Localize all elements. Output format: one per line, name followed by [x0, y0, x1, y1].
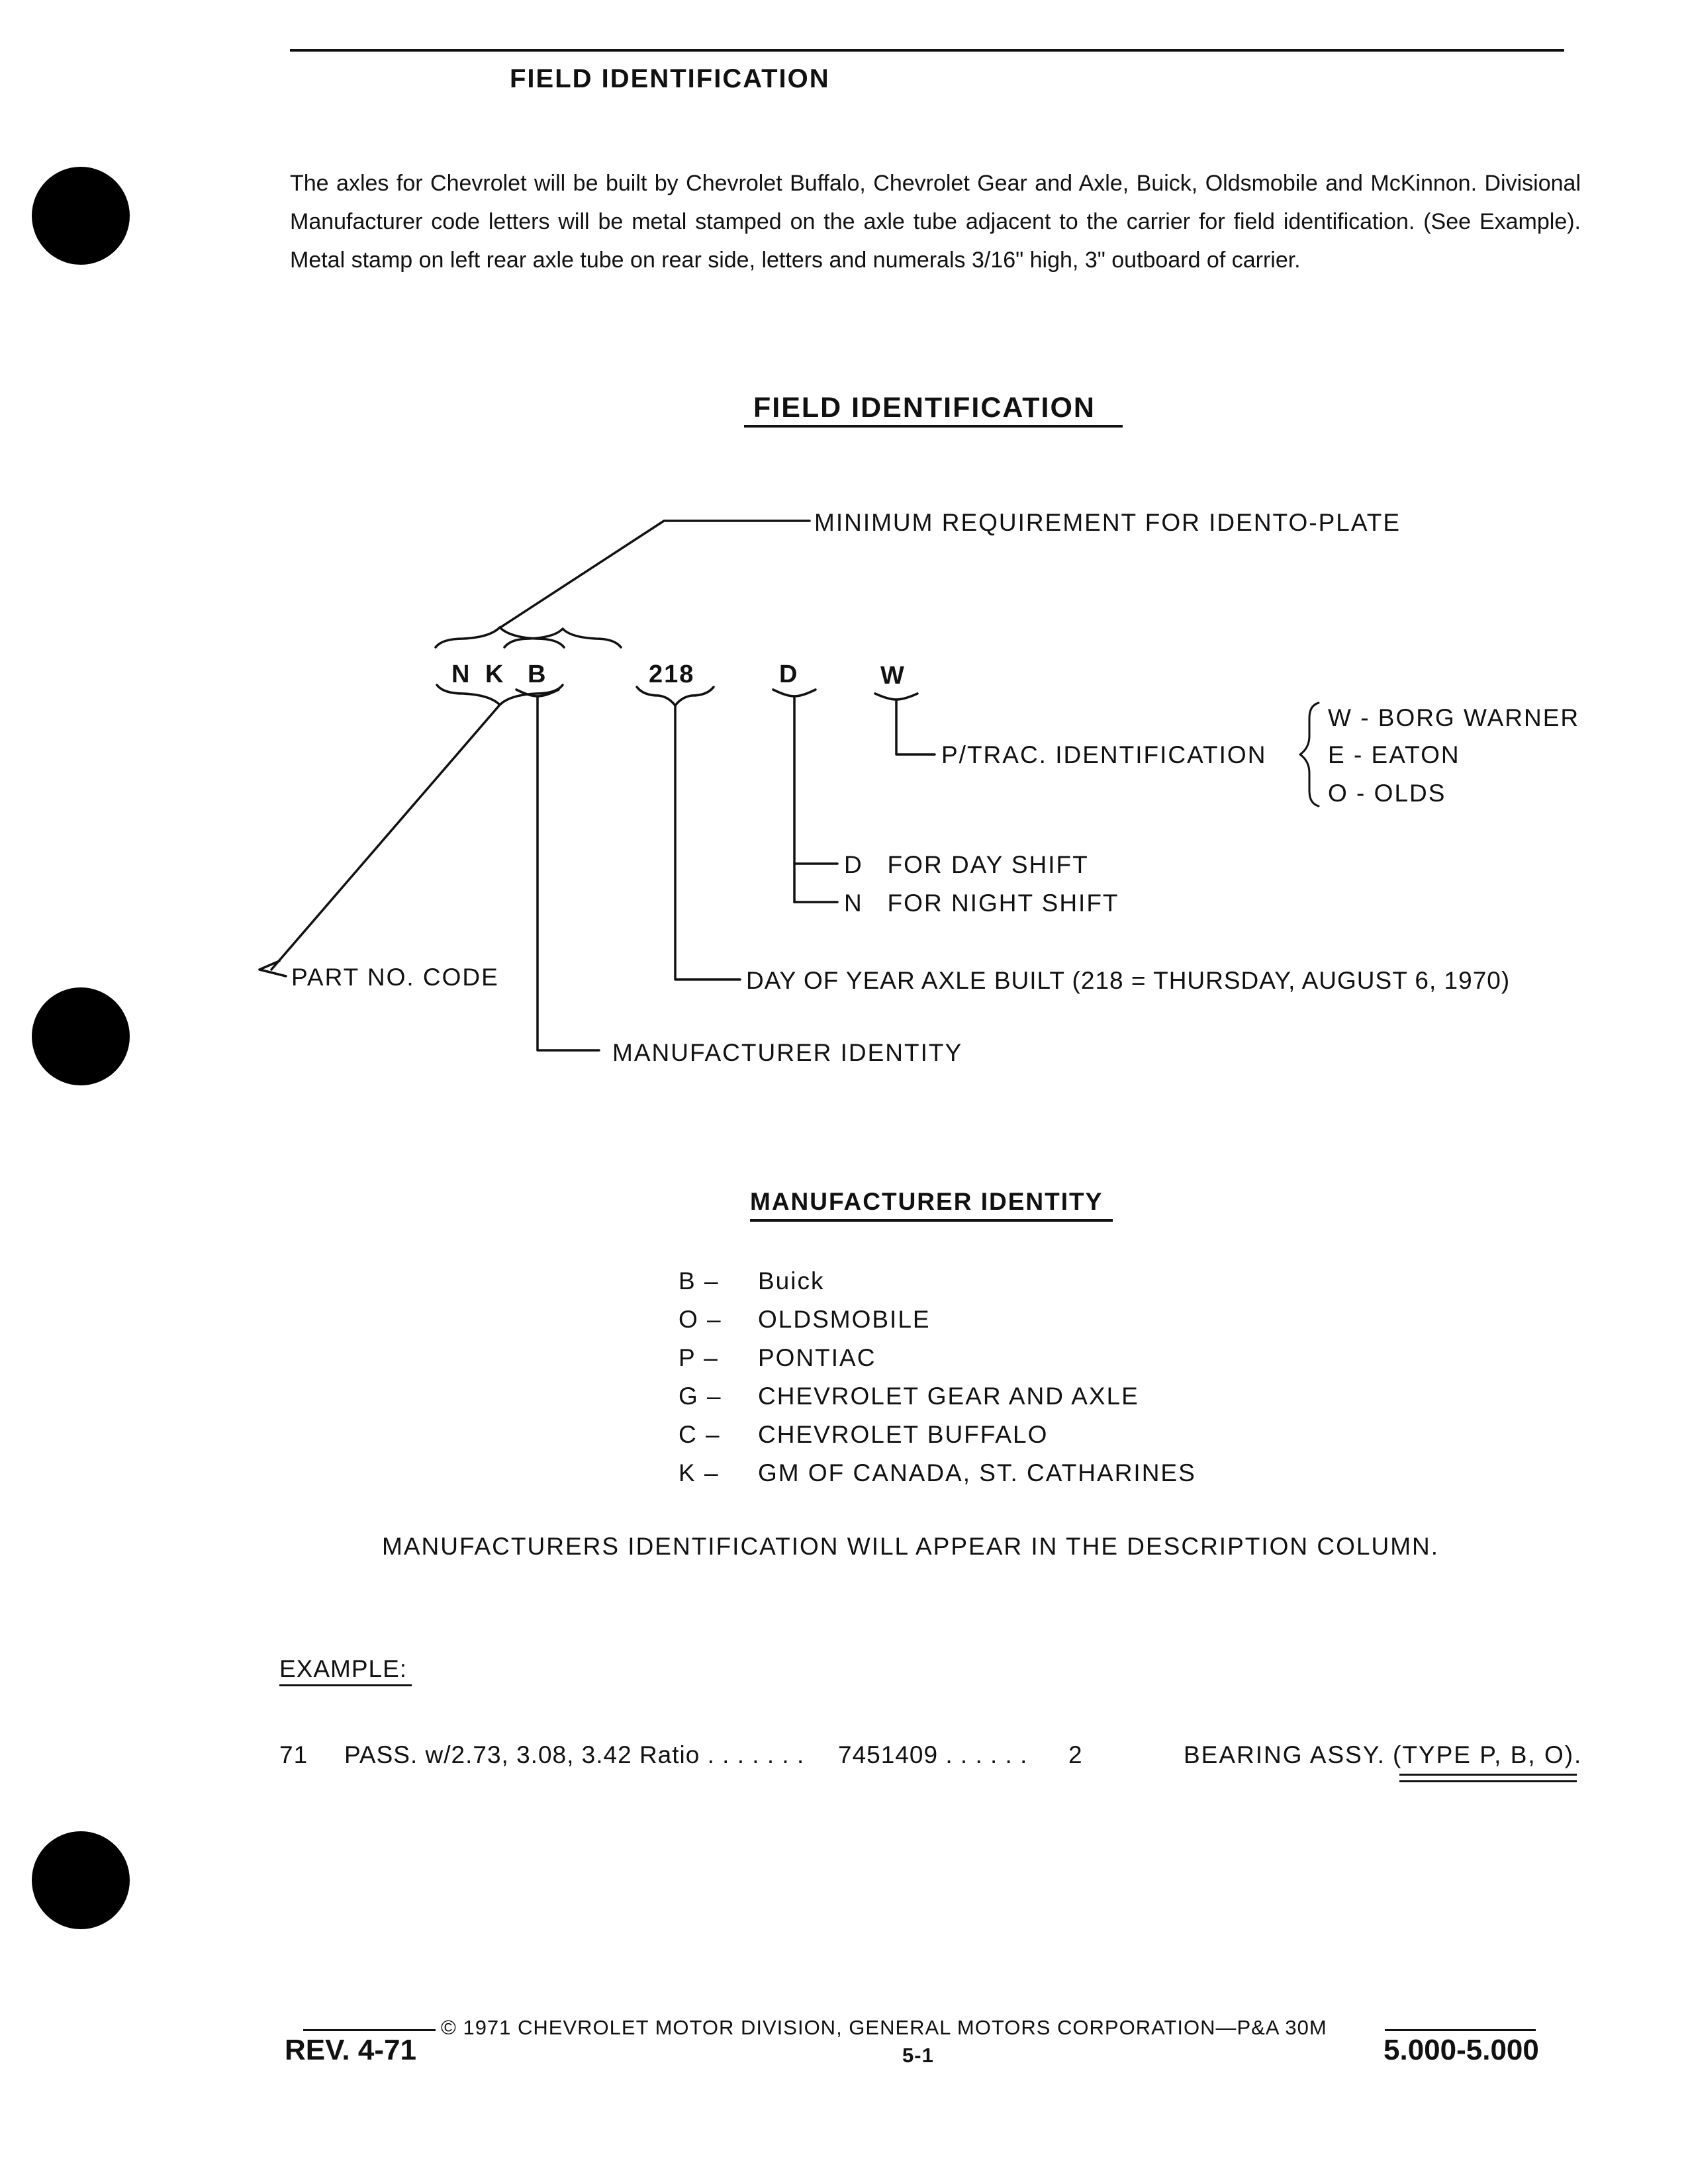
code-letter-b: B	[528, 660, 547, 688]
page-title: FIELD IDENTIFICATION	[510, 64, 830, 93]
code-letter-k: K	[485, 660, 505, 688]
label-manufacturer-identity: MANUFACTURER IDENTITY	[612, 1039, 963, 1066]
example-part-number: 7451409 . . . . . .	[838, 1741, 1028, 1768]
label-day-shift: D FOR DAY SHIFT	[844, 851, 1089, 878]
manufacturer-row-buffalo	[679, 1422, 1048, 1447]
leader-day-of-year	[675, 705, 740, 979]
manufacturer-row-canada	[679, 1461, 1196, 1485]
manufacturer-name: CHEVROLET BUFFALO	[758, 1421, 1049, 1448]
example-description: BEARING ASSY.	[1184, 1741, 1385, 1768]
example-double-underline-bottom	[1399, 1780, 1577, 1782]
manufacturer-row-gear-axle	[679, 1384, 1139, 1408]
manufacturer-identity-title: MANUFACTURER IDENTITY	[750, 1188, 1103, 1215]
code-shift-letter: D	[779, 660, 799, 688]
example-quantity: 2	[1068, 1741, 1083, 1768]
label-part-no-code: PART NO. CODE	[291, 964, 499, 991]
intro-paragraph: The axles for Chevrolet will be built by Chevrolet Buffalo, Chevrolet Gear and Axle, Buick, Oldsmobile and McKinnon. Divisional Manufacturer code letters will be metal stamped on the axle tube adjacent to the carrier for field identification. (See Example). Metal stamp on left rear axle tube on rear side, letters and numerals 3/16" high, 3" outboard of carrier.	[290, 171, 1581, 273]
leader-ptrac	[896, 700, 935, 754]
manufacturer-name: CHEVROLET GEAR AND AXLE	[758, 1383, 1139, 1410]
code-day-number: 218	[649, 660, 695, 688]
manufacturer-code: P –	[679, 1344, 719, 1371]
footer-section-number: 5.000-5.000	[1383, 2034, 1539, 2066]
example-label: EXAMPLE:	[279, 1655, 408, 1682]
code-trac-letter: W	[880, 662, 906, 690]
footer-page-number: 5-1	[902, 2044, 934, 2067]
leader-manufacturer	[538, 696, 599, 1050]
manufacturer-identity-underline	[750, 1219, 1113, 1222]
label-minimum-requirement: MINIMUM REQUIREMENT FOR IDENTO-PLATE	[814, 509, 1401, 536]
example-label-underline	[279, 1684, 412, 1686]
ptrac-option-eaton: E - EATON	[1328, 741, 1460, 768]
manufacturer-row-oldsmobile	[679, 1307, 931, 1332]
ptrac-option-olds: O - OLDS	[1328, 780, 1446, 807]
leader-part-no	[271, 705, 500, 970]
code-letter-n: N	[451, 660, 471, 688]
manufacturer-name: PONTIAC	[758, 1344, 876, 1371]
manufacturer-row-buick	[679, 1269, 824, 1293]
manufacturer-code: G –	[679, 1383, 722, 1410]
manufacturer-name: OLDSMOBILE	[758, 1306, 931, 1333]
example-year: 71	[279, 1741, 308, 1768]
label-ptrac-identification: P/TRAC. IDENTIFICATION	[941, 741, 1267, 768]
manufacturer-code: C –	[679, 1421, 721, 1448]
ptrac-options-brace	[1300, 703, 1319, 806]
manufacturer-name: Buick	[758, 1267, 825, 1295]
ptrac-option-borg-warner: W - BORG WARNER	[1328, 704, 1580, 731]
manufacturer-code: O –	[679, 1306, 722, 1333]
diagram-title: FIELD IDENTIFICATION	[753, 392, 1096, 424]
footer-copyright: © 1971 CHEVROLET MOTOR DIVISION, GENERAL MOTORS CORPORATION—P&A 30M	[441, 2016, 1327, 2039]
example-application: PASS. w/2.73, 3.08, 3.42 Ratio . . . . . . .	[344, 1741, 805, 1768]
label-day-of-year: DAY OF YEAR AXLE BUILT (218 = THURSDAY, AUGUST 6, 1970)	[746, 967, 1511, 994]
footer-rule-left	[303, 2029, 436, 2031]
footer-revision: REV. 4-71	[285, 2034, 416, 2066]
leader-minimum	[500, 521, 810, 627]
manufacturer-row-pontiac	[679, 1345, 876, 1370]
example-description-type: (TYPE P, B, O).	[1393, 1741, 1583, 1768]
manufacturer-name: GM OF CANADA, ST. CATHARINES	[758, 1459, 1196, 1486]
brace-under-218	[637, 687, 714, 705]
manufacturer-note: MANUFACTURERS IDENTIFICATION WILL APPEAR IN THE DESCRIPTION COLUMN.	[382, 1533, 1440, 1560]
label-night-shift: N FOR NIGHT SHIFT	[844, 889, 1119, 917]
manufacturer-code: K –	[679, 1459, 720, 1486]
manufacturer-code: B –	[679, 1267, 720, 1295]
footer-rule-right	[1385, 2029, 1536, 2031]
example-double-underline-top	[1399, 1774, 1577, 1776]
